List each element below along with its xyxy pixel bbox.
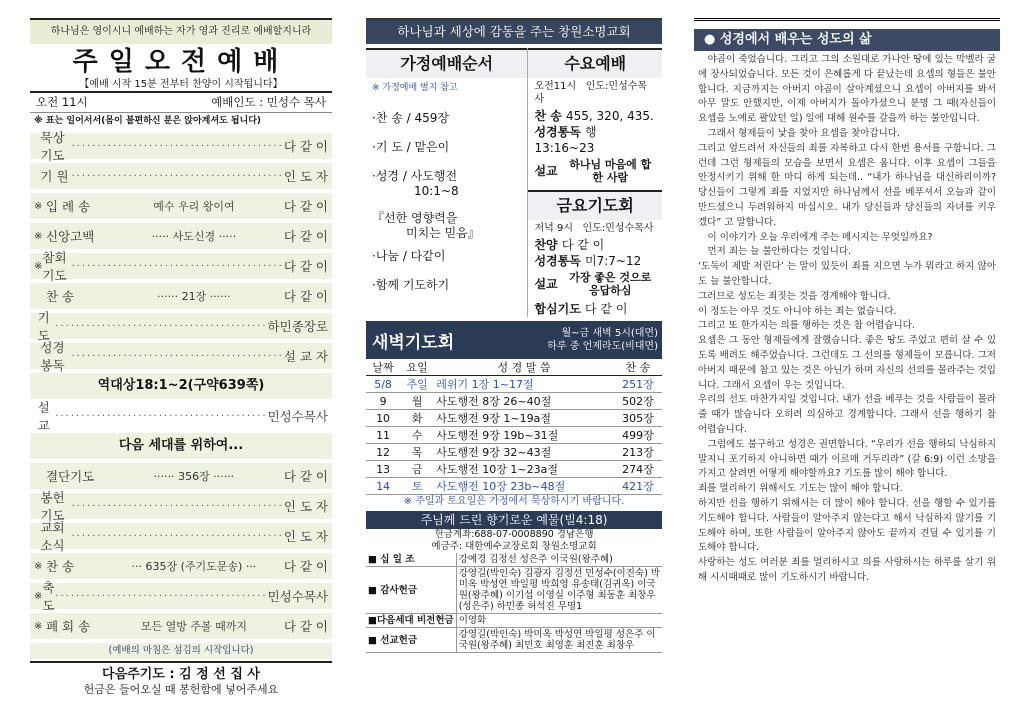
offering-heading: 주님께 드린 향기로운 예물(빌4:18) [366,511,662,529]
order-row [30,193,332,219]
weekday-boxes [527,48,662,317]
order-who: 다 같 이 [283,139,328,154]
order-detail: ··· 635장 (주기도문송) ··· [131,560,257,573]
page-title: 주일오전예배 [72,47,290,77]
stand-mark: ※ [34,200,43,212]
motto-bar: 하나님은 영이시니 예배하는 자가 영과 진리로 예배할지니라 [30,18,332,44]
table-cell: 10 [366,410,400,427]
friday-heading: 금요기도회 [528,190,662,220]
closing-note: (예배의 마침은 섬김의 시작입니다) [30,643,332,659]
order-row [30,553,332,579]
table-cell: 502장 [614,393,662,410]
order-row [30,463,332,489]
order-name: 축 도 [42,580,55,613]
essay-paragraph: 그리고 엎드려서 자신들의 죄를 자복하고 다시 한번 용서를 구합니다. 그런데 그런 형제들의 모습을 보면서 요셉은 웁니다. 이후 요셉이 그들을 안정시키기 위해 한 마디 하게 되는데.. “내가 하나님을 대신하리이까? 당신들이 그렇게 죄를 지었지만 하나님께서 선을 베푸셔서 오늘과 같이 만드셨으니 두려워하지 마십시오. 내가 당신들과 당신들의 자녀를 키우겠다” 고 말합니다. [698,142,996,228]
reading-label: 성경통독 [534,254,581,268]
order-row [30,490,332,523]
order-who: 민성수목사 [267,409,328,424]
column-header: 요일 [400,359,434,376]
subtitle: 【예배 시작 15분 전부터 찬양이 시작됩니다】 [79,79,283,90]
order-list-2 [30,463,332,639]
stand-mark: ※ [34,230,43,242]
order-name: 묵상기도 [40,130,65,163]
order-name: 참회기도 [42,250,67,283]
friday-time: 저녁 9시 [534,223,573,234]
friday-meta [528,220,662,237]
table-cell: 421장 [614,478,662,495]
order-name: 기 도 [37,310,50,343]
table-cell: 305장 [614,410,662,427]
essay-paragraph: 사랑하는 성도 여러분 죄를 멀리하시고 의를 사랑하시는 하루를 살기 위해 시시때때로 많이 기도하시기 바랍니다. [698,557,996,583]
prayer-label: 합심기도 [534,302,581,316]
prayer-value: 다 같 이 [585,302,628,316]
essay-paragraph: 하지만 선을 행하기 위해서는 더 많이 해야 합니다. 선을 행할 수 있기를 기도해야 합니다. 사람들이 알아주지 않는다고 해서 낙심하지 않기를 기도해야 하며, 또한 사람들이 알아주지 않아도 끝까지 견딜 수 있기를 기도해야 합니다. [698,497,996,554]
column-header: 찬 송 [614,359,662,376]
order-name: 신앙고백 [46,229,95,244]
table-header [366,359,662,376]
order-row [30,340,332,373]
order-who: 다 같 이 [283,289,328,304]
family-item: ·함께 기도하기 [372,278,450,292]
sermon-label: 설교 [534,277,558,291]
friday-prayer [528,301,662,317]
friday-leader: 인도:민성수목사 [582,223,654,234]
order-name: 찬 송 [46,289,75,304]
divider [30,661,332,663]
table-row [366,376,662,393]
order-name: 성경봉독 [40,340,65,373]
table-cell: 사도행전 10장 23b~48절 [434,478,614,495]
stand-mark: ※ [34,620,43,632]
essay-paragraph: 그러므로 성도는 죄짓는 것을 경계해야 합니다. [698,290,891,302]
table-row [366,614,662,628]
friday-praise [528,237,662,253]
table-cell: 9 [366,393,400,410]
order-name: 입 례 송 [46,199,91,214]
table-cell: 12 [366,444,400,461]
table-cell: 사도행전 8장 26~40절 [434,393,614,410]
table-cell: 사도행전 9장 1~19a절 [434,410,614,427]
table-cell: 사도행전 9장 32~43절 [434,444,614,461]
dawn-times [512,327,662,353]
order-name: 교회소식 [40,520,65,553]
wednesday-heading: 수요예배 [528,48,662,78]
table-cell: 213장 [614,444,662,461]
table-cell: 목 [400,444,434,461]
service-time: 오전 11시 [36,95,88,109]
order-name: 설 교 [37,400,50,433]
dawn-time-2: 하루 중 언제라도(비대면) [547,341,658,352]
leader-dots: ········································· [55,590,268,602]
friday-sermon [528,271,662,297]
essay-paragraph: 이 정도는 아무 것도 아니야 하는 죄는 없습니다. [698,305,897,317]
table-row [366,410,662,427]
meditation-column [694,18,1000,716]
table-cell: 금 [400,461,434,478]
order-who: 설 교 자 [283,349,328,364]
stand-mark: ※ [34,590,43,602]
essay-paragraph: ‘도둑이 제발 저린다’ 는 말이 있듯이 죄를 지으면 누가 뭐라고 하지 않아도 늘 불안합니다. [698,261,996,287]
order-name: 찬 송 [46,559,75,574]
order-who: 다 같 이 [283,199,328,214]
order-who: 인 도 자 [283,169,328,184]
stand-mark: ※ [34,560,43,572]
order-detail: ······ 356장 ······ [153,470,235,483]
table-cell: 499장 [614,427,662,444]
sermon-value: 하나님 마음에 합한 사람 [569,158,652,184]
dawn-title: 새벽기도회 [372,332,455,353]
order-detail: ····· 사도신경 ····· [151,230,237,243]
table-row [366,567,662,614]
order-who: 인 도 자 [283,529,328,544]
leader-dots: ········································· [71,500,284,512]
reading-value: 미7:7~12 [585,254,642,268]
dawn-schedule-table [366,359,662,495]
sermon-value: 가장 좋은 것으로 응답하심 [569,271,652,297]
essay-paragraph: 먼저 죄는 늘 불안하다는 것입니다. [698,246,852,258]
friday-reading [528,253,662,269]
praise-value: 다 같 이 [561,238,605,252]
order-who: 다 같 이 [283,229,328,244]
offering-names: 이영화 [456,614,662,628]
stand-mark: ※ [34,260,43,272]
order-row [30,163,332,189]
essay-paragraph: 우리의 선도 마찬가지일 것입니다. 내가 선을 베푸는 것을 사람들이 몰라줄 때가 많습니다 오히려 의심하고 경계합니다. 그래서 선을 행하기 참 어렵습니다. [698,394,996,435]
essay-heading: ● 성경에서 배우는 성도의 삶 [694,29,1000,51]
essay-paragraph: 그래서 형제들이 낯을 찾아 요셉을 찾아갑니다. [698,127,900,139]
order-name: 폐 회 송 [46,619,91,634]
order-row [30,250,332,283]
order-who: 다 같 이 [283,619,328,634]
wednesday-time: 오전11시 [534,81,577,92]
wednesday-reading [528,124,662,156]
essay-paragraph: 야곱이 죽었습니다. 그리고 그의 소원대로 가나안 땅에 있는 막벨라 굴에 장사되었습니다. 모든 것이 은혜롭게 다 끝났는데 요셉의 형들은 불안합니다. 지금까지는 아버지 야곱이 살아계셨으니 요셉이 아버지를 봐서 아무 말도 안했지만, 이제 아버지가 돌아가셨으니 분명 그 때(자신들이 요셉을 노예로 팔았던 일) 일에 대해 원수를 갚을까 하는 불안입니다. [698,54,996,125]
order-row [30,310,332,343]
table-row [366,427,662,444]
table-cell: 사도행전 10장 1~23a절 [434,461,614,478]
dawn-prayer-header [366,321,662,359]
order-row [30,283,332,309]
offering-label: ■ 선교헌금 [366,628,456,653]
column-header: 날짜 [366,359,400,376]
sermon-label: 설교 [534,164,558,178]
order-detail: 모든 열방 주볼 때까지 [140,620,247,633]
leader-dots: ········································· [55,320,268,332]
dawn-time-1: 월~금 새벽 5시(대면) [561,328,658,339]
table-cell: 251장 [614,376,662,393]
table-cell: 5/8 [366,376,400,393]
order-who: 다 같 이 [283,559,328,574]
order-who: 인 도 자 [283,499,328,514]
family-item: ·나눔 / 다같이 [372,249,446,263]
leader-dots: ········································· [71,350,284,362]
offering-names: 강예경 김정선 성은주 이국원(왕주혜) [456,553,662,567]
wednesday-hymn [528,108,662,124]
table-cell: 월 [400,393,434,410]
schedule-column [366,18,662,716]
order-who: 다 같 이 [283,259,328,274]
table-cell: 화 [400,410,434,427]
worship-order-column [30,18,332,716]
family-worship-box [366,48,527,317]
order-row [30,613,332,639]
table-row [366,461,662,478]
scripture-ref: 역대상18:1~2(구약639쪽) [30,373,332,399]
table-cell: 274장 [614,461,662,478]
reading-label: 성경통독 [534,125,581,139]
wednesday-leader: 인도:민성수목사 [534,81,648,105]
table-cell: 13 [366,461,400,478]
bank-account: 헌금계좌:688-07-0008890 경남은행 [434,529,594,540]
offering-names: 강영길(박인숙) 박미옥 박성연 박일평 성은주 이국원(왕주혜) 최민호 최영훈 최진훈 최창우 [456,628,662,653]
leader-dots: ········································· [71,170,284,182]
table-cell: 11 [366,427,400,444]
order-row-sermon [30,400,332,433]
essay-paragraph: 그리고 또 한가지는 의를 행하는 것은 참 어렵습니다. [698,320,915,332]
order-row [30,520,332,553]
standing-note: ※ 표는 일어서서(몸이 불편하신 분은 앉아계셔도 됩니다) [34,116,262,126]
table-body [366,376,662,495]
family-item: 미치는 믿음』 [406,226,480,240]
leader-dots: ········································· [71,530,284,542]
order-list-1 [30,130,332,373]
worship-boxes [366,48,662,317]
reading-value: 행13:16~23 [534,125,597,155]
hymn-label: 찬 송 [534,109,562,123]
table-cell: 주일 [400,376,434,393]
dawn-note: ※ 주일과 토요일은 가정에서 묵상하시기 바랍니다. [403,496,625,507]
offering-note: 헌금은 들어오실 때 봉헌함에 넣어주세요 [83,683,279,696]
order-detail: ······ 21장 ······ [157,290,231,303]
wednesday-meta [528,78,662,108]
order-row [30,223,332,249]
order-who: 하민종장로 [267,319,328,334]
family-item: 10:1~8 [414,184,459,198]
order-row [30,130,332,163]
church-banner: 하나님과 세상에 감동을 주는 창원소명교회 [366,18,662,44]
leader-dots: ········································· [71,140,284,152]
order-who: 민성수목사 [267,589,328,604]
order-who: 다 같 이 [283,469,328,484]
leader-dots: ········································· [71,260,284,272]
order-name: 결단기도 [46,469,95,484]
essay-body [694,51,1000,588]
essay-paragraph: 죄를 멀리하기 위해서도 기도는 많이 해야 합니다. [698,483,903,495]
sermon-title: 다음 세대를 위하여... [30,433,332,459]
table-row [366,478,662,495]
family-item: ·성경 / 사도행전 [372,169,458,183]
wednesday-sermon [528,158,662,184]
table-row [366,393,662,410]
table-row [366,628,662,653]
table-cell: 14 [366,478,400,495]
family-worship-heading: 가정예배순서 [366,48,527,78]
hymn-value: 455, 320, 435. [566,109,654,123]
family-item: ·기 도 / 맡은이 [372,140,450,154]
essay-paragraph: 이 이야기가 오늘 우리에게 주는 메시지는 무엇일까요? [698,231,933,243]
family-item: ·찬 송 / 459장 [372,111,449,125]
praise-label: 찬양 [534,238,558,252]
family-item: 『선한 영향력을 [372,211,458,225]
table-cell: 사도행전 9장 19b~31절 [434,427,614,444]
essay-paragraph: 요셉은 그 동안 형제들에게 잘했습니다. 좋은 땅도 주었고 편히 살 수 있도록 배려도 해주었습니다. 그런데도 그 선의를 형제들이 모릅니다. 그저 아버지 때문에 참고 있는 것은 아닌가 하며 자신의 선의를 몰라주는 것입니다. 그래서 요셉이 우는 것입니다. [698,335,996,391]
offering-names: 강영길(박인숙) 김광자 김정선 민성수(이진숙) 박미옥 박성연 박일평 박희영 유송태(김귀옥) 이국원(왕주혜) 이기섭 이영실 이주형 최동훈 최창우(성은주) 하민종 허석진 무명1 [456,567,662,614]
order-name: 봉헌기도 [40,490,65,523]
essay-paragraph: 그럼에도 불구하고 성경은 권면합니다. “우리가 선을 행하되 낙심하지 말지니 포기하지 아니하면 때가 이르매 거두리라” (갈 6:9) 이런 소망을 가지고 살려면 어떻게 해야할까요? 기도를 많이 해야 합니다. [698,438,996,480]
table-row [366,444,662,461]
service-meta [30,91,332,113]
table-cell: 토 [400,478,434,495]
order-name: 기 원 [40,169,69,184]
table-cell: 레위기 1장 1~17절 [434,376,614,393]
offering-label: ■다음세대 비전헌금 [366,614,456,628]
leader-dots: ········································· [55,410,268,422]
table-cell: 수 [400,427,434,444]
family-worship-note: ※ 가정예배 별지 참고 [372,83,458,93]
order-row [30,580,332,613]
table-row [366,553,662,567]
offering-label: ■ 십 일 조 [366,553,456,567]
service-leader: 예배인도 : 민성수 목사 [211,95,326,109]
offering-table [366,553,662,653]
offering-label: ■ 감사헌금 [366,567,456,614]
account-holder: 예금주: 대한예수교장로회 창원소명교회 [431,541,597,552]
order-detail: 예수 우리 왕이여 [153,200,235,213]
next-week-prayer: 다음주기도 : 김 정 선 집 사 [102,667,260,682]
column-header: 성 경 말 씀 [434,359,614,376]
